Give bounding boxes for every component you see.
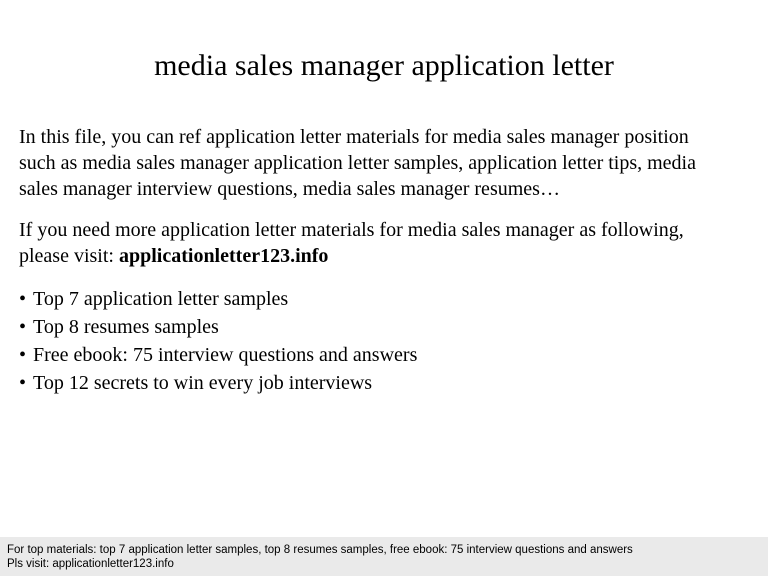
intro-line: sales manager interview questions, media sales manager resumes…	[19, 178, 560, 200]
page-title: media sales manager application letter	[154, 49, 614, 82]
list-item-text: Top 8 resumes samples	[33, 316, 219, 338]
site-link[interactable]: applicationletter123.info	[118, 245, 329, 267]
list-item-text: Free ebook: 75 interview questions and answers	[33, 344, 418, 366]
bullet-icon: •	[19, 344, 27, 366]
list-item	[19, 285, 749, 313]
footer-bar	[0, 537, 768, 576]
more-info-paragraph	[19, 217, 749, 269]
main-content	[19, 124, 749, 397]
bullet-icon: •	[19, 372, 27, 394]
intro-line: In this file, you can ref application letter materials for media sales manager position	[19, 126, 689, 148]
bullet-icon: •	[19, 316, 27, 338]
bullet-list	[19, 285, 749, 397]
more-info-visit-line	[19, 243, 749, 269]
list-item	[19, 369, 749, 397]
list-item-text: Top 7 application letter samples	[33, 288, 289, 310]
list-item-text: Top 12 secrets to win every job interviews	[33, 372, 373, 394]
list-item	[19, 313, 749, 341]
visit-prefix: please visit:	[19, 245, 119, 267]
footer-line: For top materials: top 7 application letter samples, top 8 resumes samples, free ebook: 75 interview questions and answers	[7, 544, 633, 556]
intro-line: such as media sales manager application letter samples, application letter tips, media	[19, 152, 696, 174]
more-info-line: If you need more application letter materials for media sales manager as following,	[19, 219, 684, 241]
bullet-icon: •	[19, 288, 27, 310]
footer-link-line[interactable]: Pls visit: applicationletter123.info	[7, 558, 174, 570]
intro-paragraph	[19, 124, 749, 202]
list-item	[19, 341, 749, 369]
